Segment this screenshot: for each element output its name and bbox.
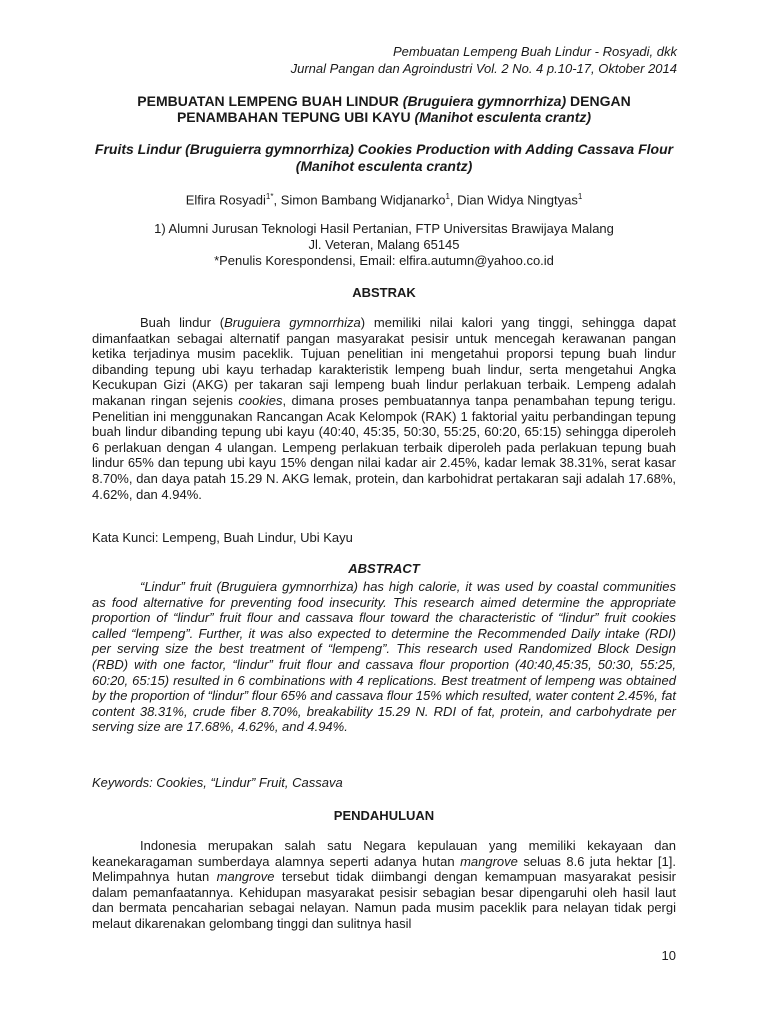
- affiliation-line: 1) Alumni Jurusan Teknologi Hasil Pertanian, FTP Universitas Brawijaya Malang: [154, 221, 614, 236]
- author-name: Elfira Rosyadi: [185, 192, 266, 208]
- abstrak-heading: ABSTRAK: [352, 285, 416, 300]
- title-part-2: DENGAN PENAMBAHAN TEPUNG UBI KAYU: [176, 93, 631, 125]
- paper-title: [92, 93, 676, 125]
- keywords-en: Keywords: Cookies, “Lindur” Fruit, Cassava: [92, 775, 343, 790]
- author-separator: ,: [449, 192, 458, 208]
- author-affiliation-mark: 1: [577, 192, 583, 201]
- pendahuluan-text-1: Indonesia merupakan salah satu Negara kepulauan yang memiliki kekayaan dan keanekaragaman sumberdaya alamnya seperti adanya hutan: [92, 838, 676, 869]
- author-name: Simon Bambang Widjanarko: [280, 192, 446, 208]
- author-affiliation-mark: 1*: [265, 192, 274, 201]
- pendahuluan-text-3: tersebut tidak diimbangi dengan kemampuan masyarakat pesisir dalam pemanfaatannya. Kehidupan masyarakat pesisir sebagian besar dipengaruhi oleh hasil laut dan bermata pencaharian sebagai nelayan. Namun pada musim paceklik para nelayan tidak pergi melaut dikarenakan gelombang tinggi dan sulitnya hasil: [92, 869, 676, 931]
- author-list: [92, 189, 676, 208]
- abstract-heading: ABSTRACT: [348, 561, 420, 576]
- abstrak-text-1: Buah lindur (: [140, 315, 225, 330]
- corresponding-author: *Penulis Korespondensi, Email: elfira.autumn@yahoo.co.id: [214, 253, 554, 268]
- running-head-line-1: Pembuatan Lempeng Buah Lindur - Rosyadi, dkk: [392, 44, 677, 59]
- running-head: [291, 43, 677, 77]
- pendahuluan-text-2: seluas 8.6 juta hektar [1]. Melimpahnya hutan: [92, 853, 676, 885]
- page-number: 10: [661, 948, 676, 963]
- abstrak-text-2: ) memiliki nilai kalori yang tinggi, sehingga dapat dimanfaatkan sebagai alternatif pangan masyarakat pesisir untuk mencegah kerawanan pangan ketika terjadinya musim paceklik. Tujuan penelitian ini mengetahui proporsi tepung buah lindur dibanding tepung ubi kayu terhadap karakteristik lempeng buah lindur, serta mengetahui Angka Kecukupan Gizi (AKG) per takaran saji lempeng buah lindur perlakuan terbaik. Lempeng adalah makanan ringan sejenis: [92, 315, 676, 408]
- affiliation-block: [92, 221, 676, 269]
- pendahuluan-heading: PENDAHULUAN: [333, 808, 435, 823]
- title-italic-1: (Bruguiera gymnorrhiza): [402, 93, 567, 109]
- author-name: Dian Widya Ningtyas: [457, 192, 578, 208]
- abstrak-species: Bruguiera gymnorrhiza: [224, 315, 361, 330]
- title-part-1: PEMBUATAN LEMPENG BUAH LINDUR: [137, 93, 403, 109]
- abstrak-cookies: cookies: [238, 392, 283, 408]
- running-head-line-2: Jurnal Pangan dan Agroindustri Vol. 2 No. 4 p.10-17, Oktober 2014: [290, 61, 677, 76]
- pendahuluan-mangrove-2: mangrove: [216, 869, 275, 885]
- abstrak-text-3: , dimana proses pembuatannya tanpa penambahan tepung terigu. Penelitian ini menggunakan Rancangan Acak Kelompok (RAK) 1 faktorial yaitu perbandingan tepung buah lindur dibanding tepung ubi kayu (40:40, 45:35, 50:30, 55:25, 60:20, 65:15) sehingga diperoleh 6 perlakuan dengan 4 ulangan. Lempeng perlakuan terbaik diperoleh pada perlakuan tepung buah lindur 65% dan tepung ubi kayu 15% dengan nilai kadar air 2.45%, kadar lemak 38.31%, serat kasar 8.70%, dan daya patah 15.29 N. AKG lemak, protein, dan karbohidrat pertakaran saji adalah 17.68%, 4.62%, dan 4.94%.: [92, 392, 676, 502]
- pendahuluan-body: [92, 838, 676, 932]
- pendahuluan-mangrove-1: mangrove: [460, 853, 518, 869]
- author-separator: ,: [273, 192, 281, 208]
- paper-title-english: Fruits Lindur (Bruguierra gymnorrhiza) Cookies Production with Adding Cassava Flour (Manihot esculenta crantz): [94, 141, 674, 174]
- kata-kunci: Kata Kunci: Lempeng, Buah Lindur, Ubi Kayu: [92, 530, 353, 545]
- abstract-body: “Lindur” fruit (Bruguiera gymnorrhiza) has high calorie, it was used by coastal communities as food alternative for preventing food insecurity. This research aimed determine the appropriate proportion of “lindur” fruit flour and cassava flour toward the characteristic of “lindur” fruit cookies called “lempeng”. Further, it was also expected to determine the Recommended Daily intake (RDI) per serving size the best treatment of “lempeng”. This research used Randomized Block Design (RBD) with one factor, “lindur” fruit flour and cassava flour proportion (40:40,45:35, 50:30, 55:25, 60:20, 65:15) resulted in 6 combinations with 4 replications. Best treatment of lempeng was obtained by the proportion of “lindur” flour 65% and cassava flour 15% which resulted, water content 2.45%, fat content 38.31%, crude fiber 8.70%, breakability 15.29 N. RDI of fat, protein, and carbohydrate per serving size are 17.68%, 4.62%, and 4.94%.: [92, 579, 676, 735]
- title-italic-2: (Manihot esculenta crantz): [414, 109, 592, 125]
- affiliation-address: Jl. Veteran, Malang 65145: [308, 237, 460, 252]
- abstrak-body: [92, 315, 676, 502]
- author-affiliation-mark: 1: [445, 192, 450, 201]
